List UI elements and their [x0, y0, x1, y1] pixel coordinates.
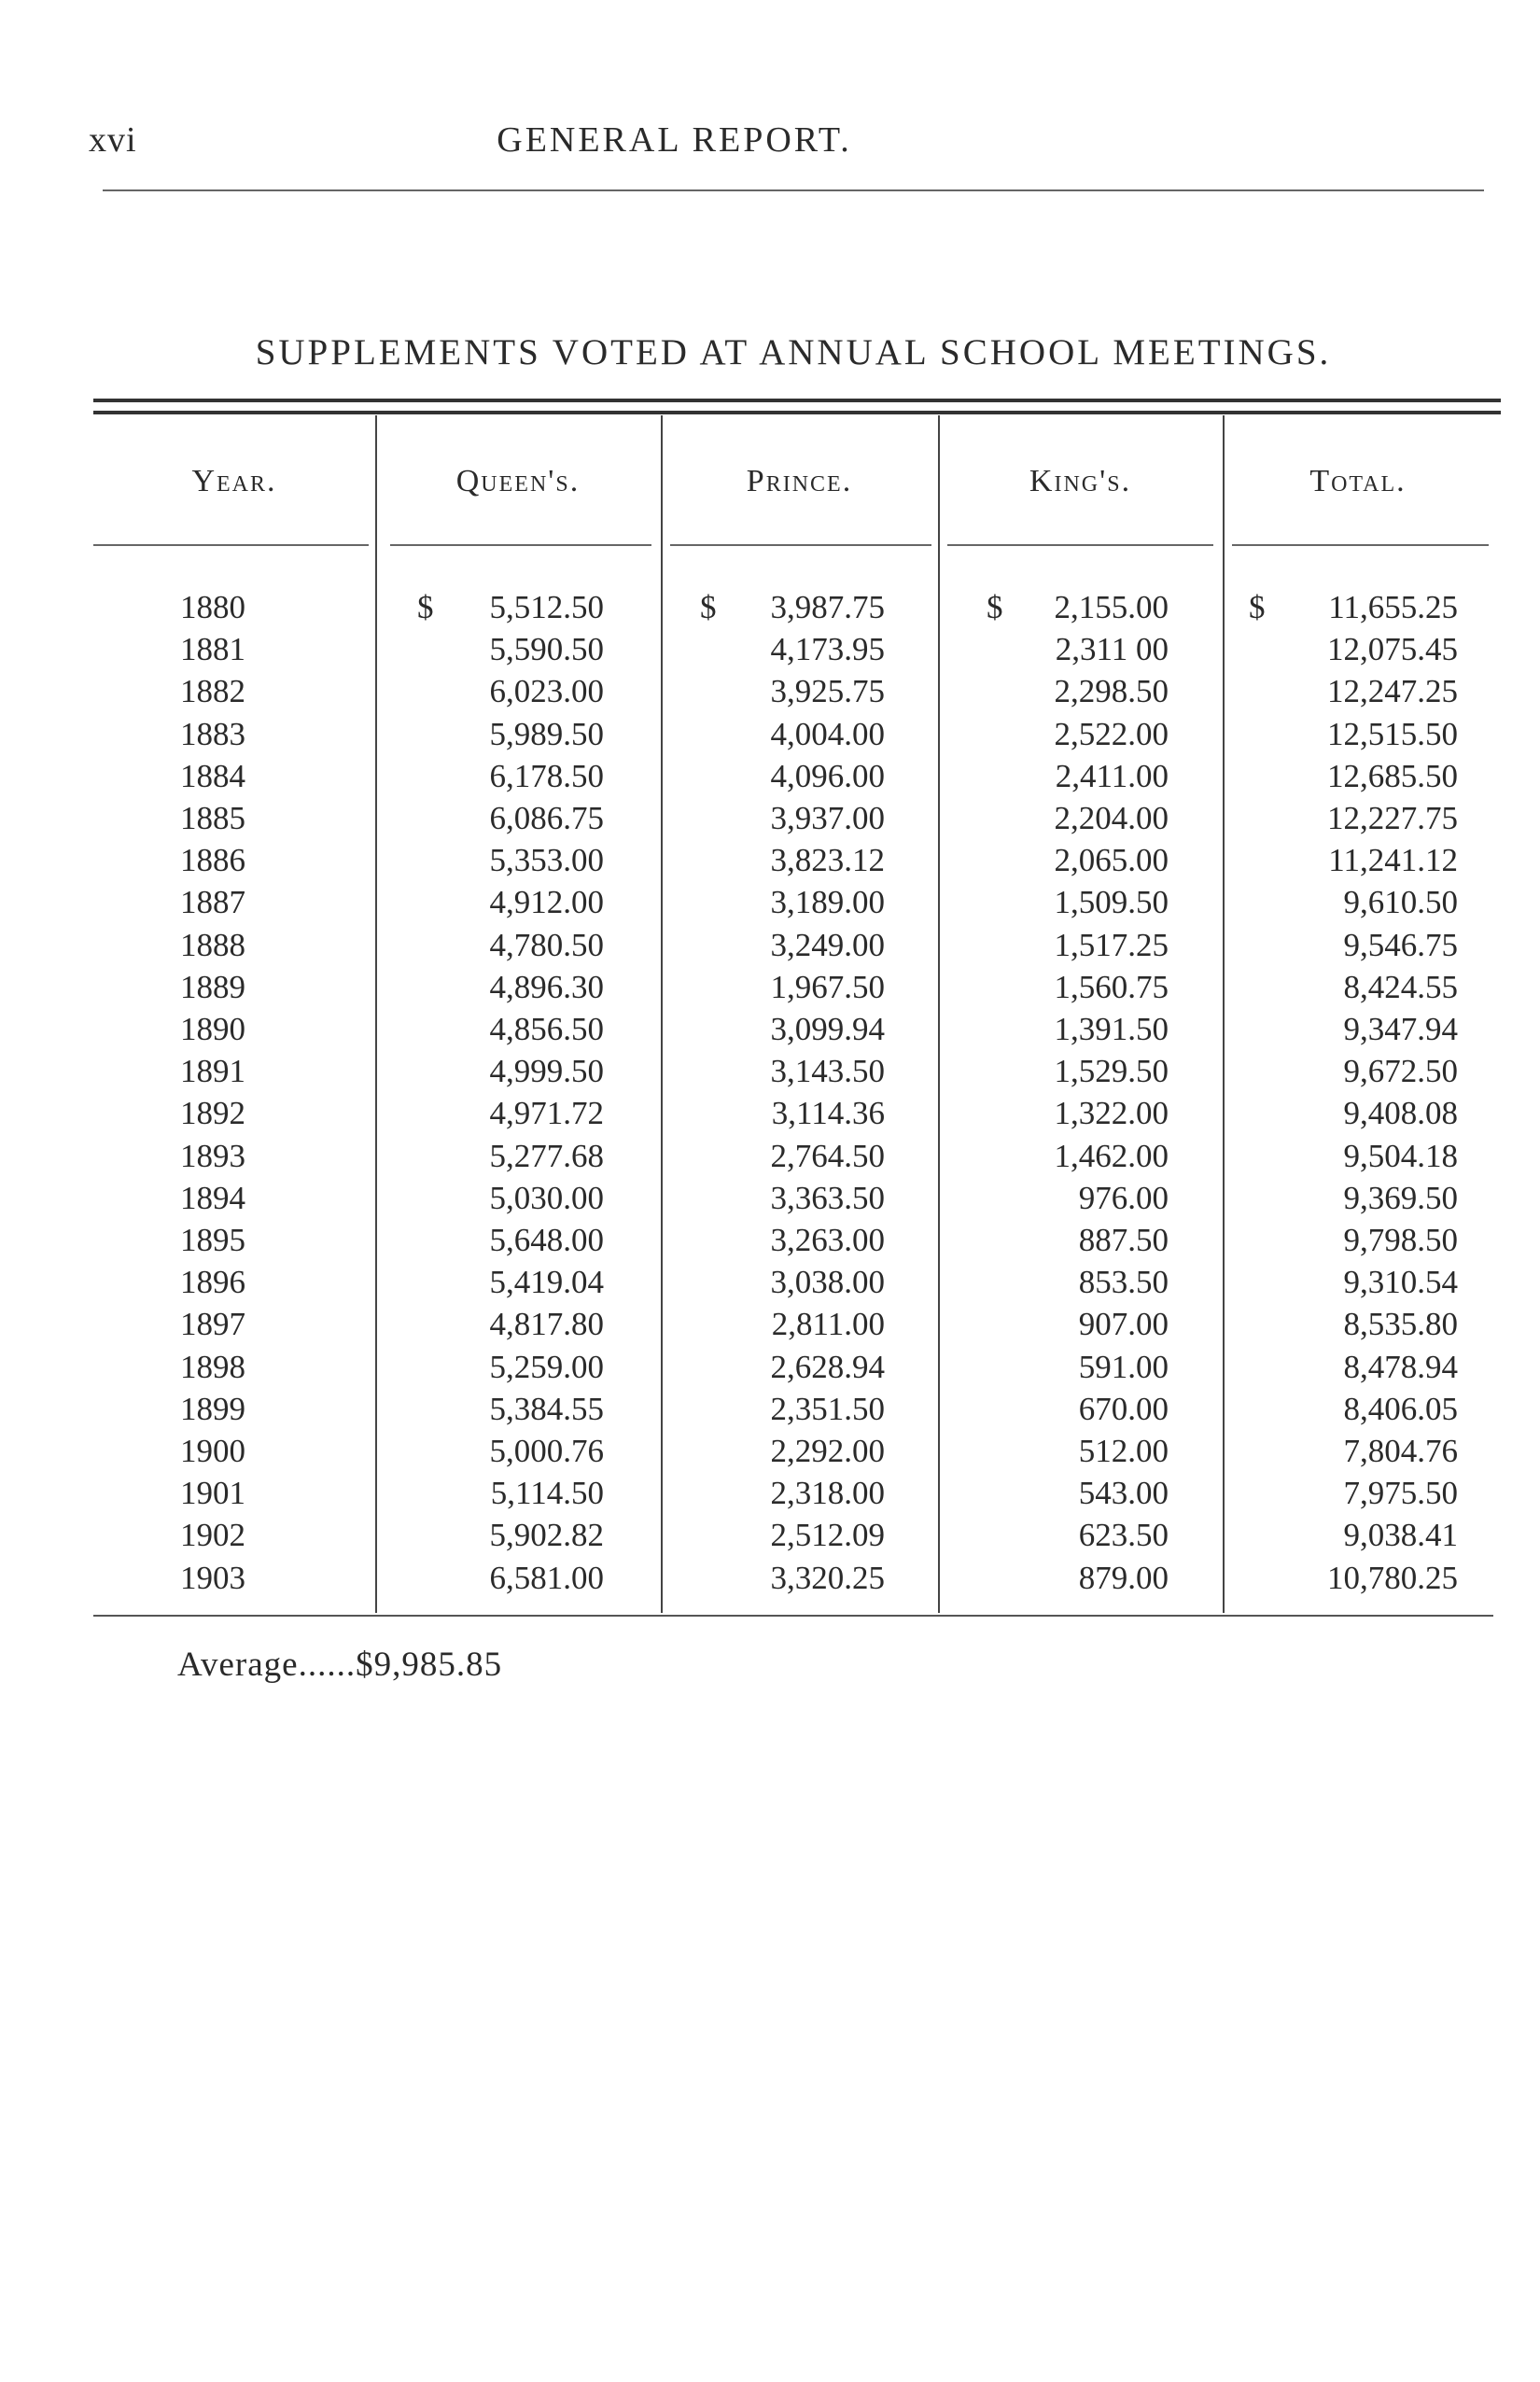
- kings-cell: 1,322.00: [1054, 1095, 1169, 1132]
- queens-cell: 4,971.72: [489, 1095, 604, 1132]
- year-cell: 1891: [180, 1053, 245, 1090]
- kings-cell: 2,065.00: [1054, 842, 1169, 879]
- header-underline: [1232, 544, 1489, 546]
- average-line: Average......$9,985.85: [177, 1646, 503, 1684]
- queens-cell: 6,086.75: [489, 800, 604, 836]
- header-underline: [93, 544, 369, 546]
- prince-cell: 2,318.00: [770, 1475, 885, 1512]
- total-cell: 9,672.50: [1343, 1053, 1458, 1090]
- queens-cell: 4,912.00: [489, 884, 604, 921]
- column-header-total: Total.: [1309, 464, 1407, 498]
- year-cell: 1890: [180, 1011, 245, 1047]
- year-cell: 1900: [180, 1433, 245, 1469]
- year-cell: 1884: [180, 757, 245, 794]
- running-head: GENERAL REPORT.: [497, 120, 852, 160]
- queens-cell: 4,780.50: [489, 926, 604, 963]
- kings-cell: 887.50: [1078, 1222, 1169, 1258]
- total-cell: 9,369.50: [1343, 1179, 1458, 1216]
- prince-cell: 1,967.50: [770, 968, 885, 1005]
- table-row: [0, 1011, 1540, 1053]
- prince-cell: 3,038.00: [770, 1264, 885, 1301]
- queens-cell: 4,896.30: [489, 968, 604, 1005]
- prince-cell: 3,823.12: [770, 842, 885, 879]
- column-header-kings: King's.: [1029, 464, 1132, 498]
- total-cell: 7,804.76: [1343, 1433, 1458, 1469]
- table-row: [0, 1391, 1540, 1433]
- total-cell: 8,424.55: [1343, 968, 1458, 1005]
- queens-cell: 5,384.55: [489, 1390, 604, 1427]
- total-cell: 9,310.54: [1343, 1264, 1458, 1301]
- header-rule: [103, 189, 1484, 191]
- total-cell: 12,685.50: [1327, 757, 1458, 794]
- kings-cell: 1,560.75: [1054, 968, 1169, 1005]
- year-cell: 1883: [180, 715, 245, 752]
- year-cell: 1893: [180, 1137, 245, 1174]
- column-header-queens: Queen's.: [455, 464, 581, 498]
- currency-symbol: $: [417, 589, 434, 625]
- table-row: [0, 1306, 1540, 1348]
- year-cell: 1882: [180, 673, 245, 710]
- table-row: [0, 1560, 1540, 1602]
- prince-cell: 3,099.94: [770, 1011, 885, 1047]
- table-row: [0, 800, 1540, 842]
- total-cell: 8,478.94: [1343, 1348, 1458, 1385]
- queens-cell: 5,419.04: [489, 1264, 604, 1301]
- kings-cell: 2,204.00: [1054, 800, 1169, 836]
- total-cell: 11,241.12: [1328, 842, 1458, 879]
- currency-symbol: $: [1249, 589, 1266, 625]
- queens-cell: 5,030.00: [489, 1179, 604, 1216]
- table-row: [0, 1222, 1540, 1264]
- prince-cell: 3,363.50: [770, 1179, 885, 1216]
- total-cell: 11,655.25: [1328, 589, 1458, 625]
- queens-cell: 5,353.00: [489, 842, 604, 879]
- year-cell: 1885: [180, 800, 245, 836]
- year-cell: 1888: [180, 926, 245, 963]
- year-cell: 1881: [180, 631, 245, 668]
- table-row: [0, 1053, 1540, 1095]
- prince-cell: 4,004.00: [770, 715, 885, 752]
- total-cell: 8,535.80: [1343, 1306, 1458, 1343]
- total-cell: 9,798.50: [1343, 1222, 1458, 1258]
- kings-cell: 2,155.00: [1054, 589, 1169, 625]
- prince-cell: 2,764.50: [770, 1137, 885, 1174]
- table-row: [0, 589, 1540, 631]
- kings-cell: 670.00: [1078, 1390, 1169, 1427]
- table-row: [0, 1138, 1540, 1180]
- kings-cell: 543.00: [1078, 1475, 1169, 1512]
- queens-cell: 5,259.00: [489, 1348, 604, 1385]
- prince-cell: 3,249.00: [770, 926, 885, 963]
- kings-cell: 1,517.25: [1054, 926, 1169, 963]
- kings-cell: 2,411.00: [1055, 757, 1169, 794]
- kings-cell: 512.00: [1078, 1433, 1169, 1469]
- kings-cell: 2,311 00: [1055, 631, 1169, 668]
- queens-cell: 5,590.50: [489, 631, 604, 668]
- currency-symbol: $: [987, 589, 1003, 625]
- kings-cell: 2,522.00: [1054, 715, 1169, 752]
- queens-cell: 5,902.82: [489, 1517, 604, 1554]
- prince-cell: 3,937.00: [770, 800, 885, 836]
- total-cell: 12,515.50: [1327, 715, 1458, 752]
- page-number: xvi: [89, 120, 137, 160]
- table-row: [0, 631, 1540, 673]
- year-cell: 1902: [180, 1517, 245, 1554]
- queens-cell: 6,023.00: [489, 673, 604, 710]
- queens-cell: 4,856.50: [489, 1011, 604, 1047]
- page-header: [89, 119, 1489, 161]
- prince-cell: 3,143.50: [770, 1053, 885, 1090]
- header-underline: [670, 544, 931, 546]
- prince-cell: 2,628.94: [770, 1348, 885, 1385]
- total-cell: 8,406.05: [1343, 1390, 1458, 1427]
- kings-cell: 879.00: [1078, 1559, 1169, 1596]
- year-cell: 1887: [180, 884, 245, 921]
- year-cell: 1880: [180, 589, 245, 625]
- table-row: [0, 758, 1540, 800]
- year-cell: 1892: [180, 1095, 245, 1132]
- prince-cell: 2,811.00: [771, 1306, 885, 1343]
- year-cell: 1889: [180, 968, 245, 1005]
- prince-cell: 3,925.75: [770, 673, 885, 710]
- prince-cell: 3,189.00: [770, 884, 885, 921]
- kings-cell: 591.00: [1078, 1348, 1169, 1385]
- year-cell: 1895: [180, 1222, 245, 1258]
- queens-cell: 5,277.68: [489, 1137, 604, 1174]
- queens-cell: 5,512.50: [489, 589, 604, 625]
- queens-cell: 6,178.50: [489, 757, 604, 794]
- prince-cell: 2,512.09: [770, 1517, 885, 1554]
- currency-symbol: $: [700, 589, 717, 625]
- header-underline: [390, 544, 651, 546]
- year-cell: 1898: [180, 1348, 245, 1385]
- queens-cell: 5,989.50: [489, 715, 604, 752]
- table-row: [0, 1349, 1540, 1391]
- prince-cell: 4,173.95: [770, 631, 885, 668]
- table-top-rule-inner: [93, 411, 1501, 414]
- table-row: [0, 716, 1540, 758]
- table-row: [0, 884, 1540, 926]
- year-cell: 1896: [180, 1264, 245, 1301]
- total-cell: 9,038.41: [1343, 1517, 1458, 1554]
- queens-cell: 5,114.50: [490, 1475, 604, 1512]
- prince-cell: 3,263.00: [770, 1222, 885, 1258]
- prince-cell: 4,096.00: [770, 757, 885, 794]
- kings-cell: 1,529.50: [1054, 1053, 1169, 1090]
- table-row: [0, 927, 1540, 969]
- prince-cell: 2,292.00: [770, 1433, 885, 1469]
- table-title: SUPPLEMENTS VOTED AT ANNUAL SCHOOL MEETINGS.: [255, 332, 1332, 372]
- table-row: [0, 842, 1540, 884]
- total-cell: 12,227.75: [1327, 800, 1458, 836]
- queens-cell: 6,581.00: [489, 1559, 604, 1596]
- prince-cell: 3,114.36: [771, 1095, 885, 1132]
- total-cell: 7,975.50: [1343, 1475, 1458, 1512]
- total-cell: 9,610.50: [1343, 884, 1458, 921]
- kings-cell: 623.50: [1078, 1517, 1169, 1554]
- kings-cell: 1,509.50: [1054, 884, 1169, 921]
- kings-cell: 1,462.00: [1054, 1137, 1169, 1174]
- column-header-year: Year.: [191, 464, 277, 498]
- table-row: [0, 1433, 1540, 1475]
- year-cell: 1903: [180, 1559, 245, 1596]
- total-cell: 12,075.45: [1327, 631, 1458, 668]
- year-cell: 1897: [180, 1306, 245, 1343]
- kings-cell: 1,391.50: [1054, 1011, 1169, 1047]
- year-cell: 1894: [180, 1179, 245, 1216]
- table-row: [0, 1517, 1540, 1559]
- prince-cell: 3,320.25: [770, 1559, 885, 1596]
- queens-cell: 5,000.76: [489, 1433, 604, 1469]
- year-cell: 1886: [180, 842, 245, 879]
- kings-cell: 976.00: [1078, 1179, 1169, 1216]
- table-row: [0, 969, 1540, 1011]
- table-row: [0, 1180, 1540, 1222]
- kings-cell: 2,298.50: [1054, 673, 1169, 710]
- table-row: [0, 673, 1540, 715]
- table-bottom-rule: [93, 1615, 1493, 1617]
- queens-cell: 5,648.00: [489, 1222, 604, 1258]
- column-header-prince: Prince.: [746, 464, 853, 498]
- table-row: [0, 1264, 1540, 1306]
- year-cell: 1899: [180, 1390, 245, 1427]
- queens-cell: 4,817.80: [489, 1306, 604, 1343]
- prince-cell: 3,987.75: [770, 589, 885, 625]
- queens-cell: 4,999.50: [489, 1053, 604, 1090]
- kings-cell: 907.00: [1078, 1306, 1169, 1343]
- total-cell: 9,347.94: [1343, 1011, 1458, 1047]
- table-row: [0, 1475, 1540, 1517]
- kings-cell: 853.50: [1078, 1264, 1169, 1301]
- total-cell: 12,247.25: [1327, 673, 1458, 710]
- total-cell: 9,408.08: [1343, 1095, 1458, 1132]
- prince-cell: 2,351.50: [770, 1390, 885, 1427]
- year-cell: 1901: [180, 1475, 245, 1512]
- header-underline: [947, 544, 1213, 546]
- table-row: [0, 1095, 1540, 1137]
- total-cell: 9,504.18: [1343, 1137, 1458, 1174]
- total-cell: 9,546.75: [1343, 926, 1458, 963]
- total-cell: 10,780.25: [1327, 1559, 1458, 1596]
- table-top-rule: [93, 399, 1501, 402]
